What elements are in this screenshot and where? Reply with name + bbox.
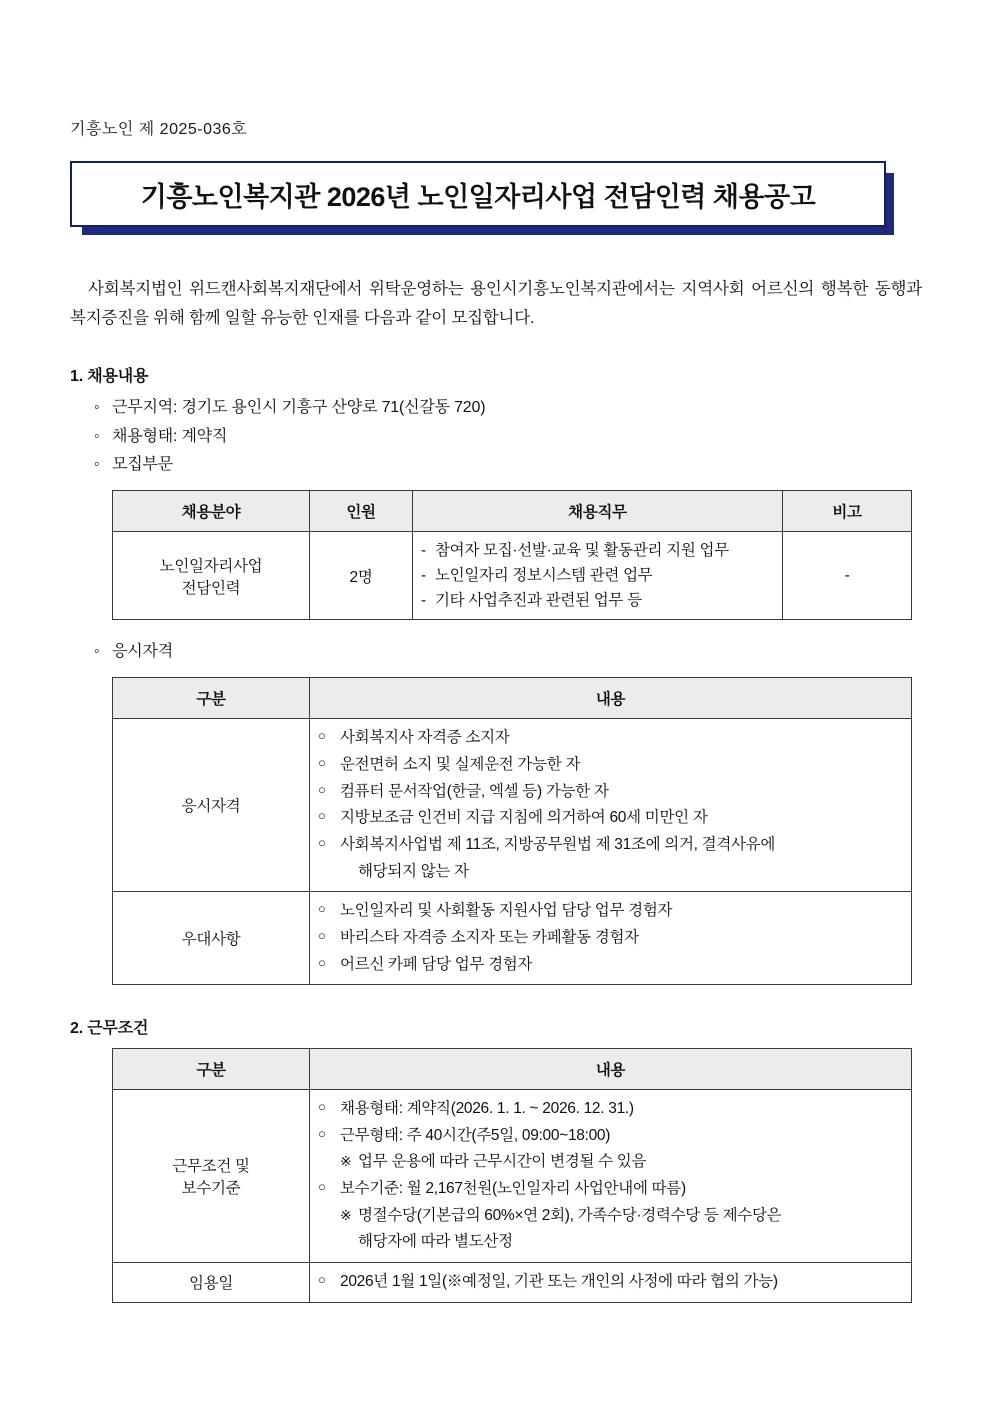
list-item: ○ 보수기준: 월 2,167천원(노인일자리 사업안내에 따름)	[318, 1176, 903, 1203]
col-header-category: 구분	[113, 1049, 310, 1090]
cell-category	[113, 1090, 310, 1263]
cell-category: 임용일	[113, 1263, 310, 1303]
list-item: ○ 사회복지사 자격증 소지자	[318, 725, 903, 752]
list-item: - 참여자 모집·선발·교육 및 활동관리 지원 업무	[421, 538, 774, 563]
cell-category-line2: 보수기준	[181, 1180, 241, 1198]
col-header-category: 구분	[113, 678, 310, 719]
list-item: ○ 채용형태: 계약직(2026. 1. 1. ~ 2026. 12. 31.)	[318, 1096, 903, 1123]
document-number: 기흥노인 제 2025-036호	[70, 121, 248, 138]
list-item: - 노인일자리 정보시스템 관련 업무	[421, 563, 774, 588]
section-1-heading: 1. 채용내용	[70, 367, 149, 385]
table-row	[113, 892, 912, 985]
bullet-qualification: ◦ 응시자격	[70, 638, 922, 667]
section-2-heading: 2. 근무조건	[70, 1020, 149, 1038]
cell-field-line1: 노인일자리사업	[159, 557, 263, 575]
list-item: ○ 2026년 1월 1일(※예정일, 기관 또는 개인의 사정에 따라 협의 가능)	[318, 1269, 903, 1296]
intro-paragraph: 사회복지법인 위드캔사회복지재단에서 위탁운영하는 용인시기흥노인복지관에서는 지역사회 어르신의 행복한 동행과 복지증진을 위해 함께 일할 유능한 인재를 다음과 같이 모집합니다.	[70, 280, 922, 327]
cell-field-line2: 전담인력	[181, 579, 241, 597]
appointment-date-list	[318, 1269, 903, 1296]
list-item: ○ 노인일자리 및 사회활동 지원사업 담당 업무 경험자	[318, 898, 903, 925]
cell-content	[310, 1263, 912, 1303]
cell-duties	[413, 532, 783, 620]
cell-content	[310, 719, 912, 892]
cell-content	[310, 892, 912, 985]
work-conditions-table	[112, 1048, 912, 1303]
qualification-table	[112, 677, 912, 985]
list-item-continuation: 해당되지 않는 자	[358, 862, 469, 880]
col-header-field: 채용분야	[113, 491, 310, 532]
table-row	[113, 1263, 912, 1303]
list-item: ○ 사회복지사업법 제 11조, 지방공무원법 제 31조에 의거, 결격사유에	[318, 832, 903, 859]
recruit-table	[112, 490, 912, 620]
duty-list	[421, 538, 774, 613]
col-header-remark: 비고	[783, 491, 912, 532]
list-item: ○ 컴퓨터 문서작업(한글, 엑셀 등) 가능한 자	[318, 779, 903, 806]
list-item: ○ 지방보조금 인건비 지급 지침에 의거하여 60세 미만인 자	[318, 805, 903, 832]
bullet-employment-type: ◦ 채용형태: 계약직	[70, 423, 922, 452]
col-header-content: 내용	[310, 678, 912, 719]
table-row	[113, 719, 912, 892]
list-item-note: ※ 업무 운용에 따라 근무시간이 변경될 수 있음	[318, 1149, 903, 1176]
work-condition-list	[318, 1096, 903, 1256]
list-item-note: ※ 명절수당(기본급의 60%×연 2회), 가족수당·경력수당 등 제수당은	[318, 1203, 903, 1230]
cell-category-line1: 근무조건 및	[172, 1158, 250, 1176]
list-item-continuation: 해당자에 따라 별도산정	[358, 1233, 513, 1251]
col-header-content: 내용	[310, 1049, 912, 1090]
cell-field	[113, 532, 310, 620]
table-row	[113, 1090, 912, 1263]
table-row	[113, 532, 912, 620]
section-1-bullets	[70, 394, 922, 480]
preference-list	[318, 898, 903, 978]
title-banner	[70, 161, 922, 233]
table-header-row	[113, 491, 912, 532]
cell-content	[310, 1090, 912, 1263]
list-item: ○ 어르신 카페 담당 업무 경험자	[318, 952, 903, 979]
table-header-row	[113, 1049, 912, 1090]
page-title: 기흥노인복지관 2026년 노인일자리사업 전담인력 채용공고	[140, 181, 816, 212]
cell-count: 2명	[310, 532, 413, 620]
col-header-duties: 채용직무	[413, 491, 783, 532]
cell-category: 우대사항	[113, 892, 310, 985]
cell-category: 응시자격	[113, 719, 310, 892]
list-item: ○ 근무형태: 주 40시간(주5일, 09:00~18:00)	[318, 1123, 903, 1150]
list-item: ○ 운전면허 소지 및 실제운전 가능한 자	[318, 752, 903, 779]
list-item: - 기타 사업추진과 관련된 업무 등	[421, 588, 774, 613]
bullet-work-location: ◦ 근무지역: 경기도 용인시 기흥구 산양로 71(신갈동 720)	[70, 394, 922, 423]
cell-remark: -	[783, 532, 912, 620]
bullet-recruit-fields: ◦ 모집부문	[70, 451, 922, 480]
list-item: ○ 바리스타 자격증 소지자 또는 카페활동 경험자	[318, 925, 903, 952]
title-box	[70, 161, 886, 227]
qualification-label-wrap	[70, 638, 922, 667]
qualification-list	[318, 725, 903, 885]
col-header-count: 인원	[310, 491, 413, 532]
table-header-row	[113, 678, 912, 719]
